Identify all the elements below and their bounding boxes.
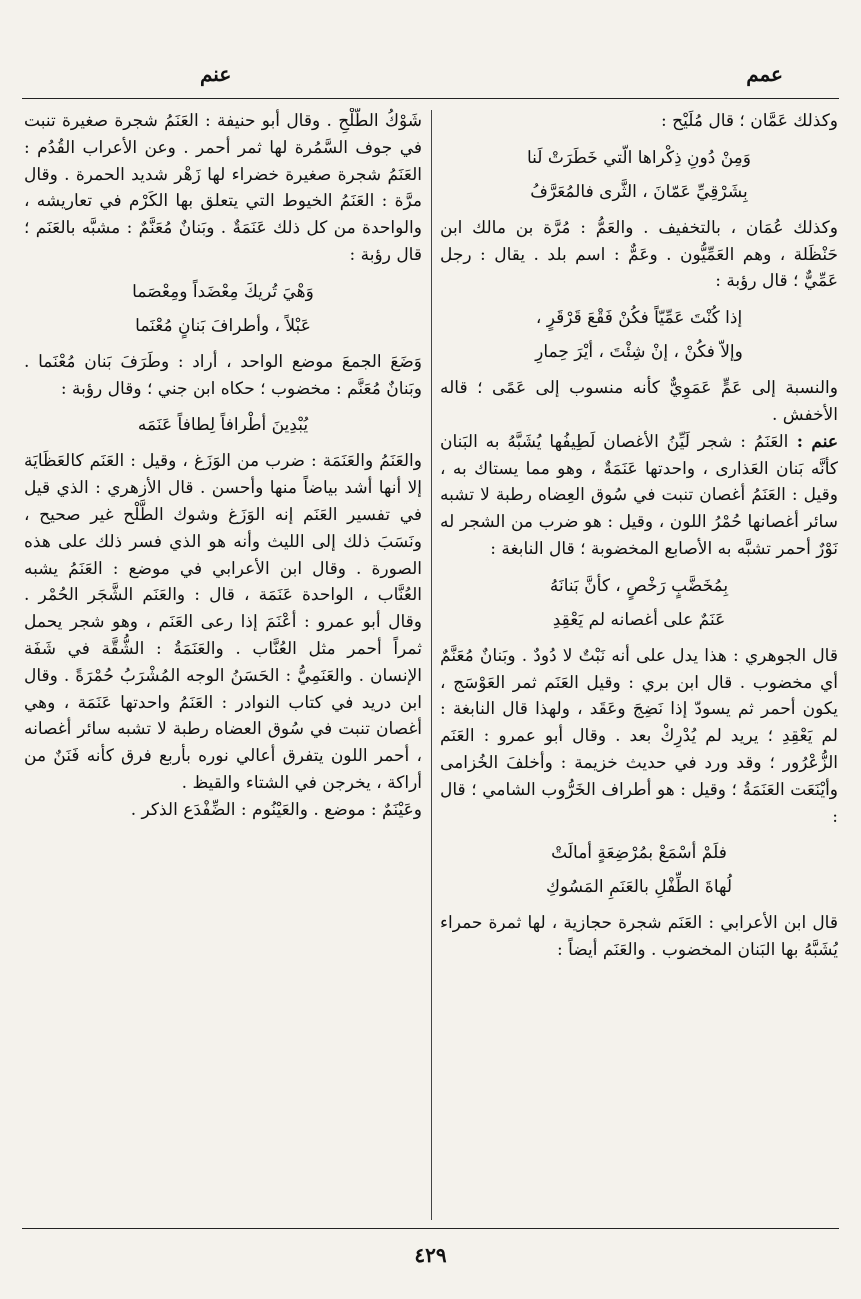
header-rule	[22, 98, 839, 99]
verse-line: عَبْلاً ، وأطرافَ بَنانٍ مُعْنَما	[135, 315, 311, 336]
paragraph-text: قال ابن الأعرابي : العَنَم شجرة حجازية ، لها ثمرة حمراء يُشَبَّهُ بها البَنان المخضوب . والعَنَم أيضاً :	[440, 913, 838, 961]
footer-rule	[22, 1228, 839, 1229]
verse-line: وإلاّ فكُنْ ، إنْ شِئْتَ ، أيْرَ حِمارِ	[535, 342, 743, 363]
left-column	[24, 108, 422, 1220]
running-header-left: عنم	[200, 62, 232, 86]
right-column	[440, 108, 838, 1220]
paragraph-text: والعَنَمُ والعَنَمَة : ضرب من الوَزَغ ، وقيل : العَنَم كالعَظَايَة إلا أنها أشد بياضاً منها وأحسن . قال الأزهري : الذي قيل في تفسير العَنَم إنه الوَزَغ وشوك الطَّلْح غير صحيح ، ونَسَبَ ذلك إلى الليث وأنه هو الذي فسر ذلك على هذه الصورة . وقال ابن الأعرابي في موضع : العَنَمُ يشبه العُنَّاب ، الواحدة عَنَمَة ، قال : والعَنَم الشَّجَر الحُمْر . وقال أبو عمرو : أعْنَمَ إذا رعى العَنَم ، وهو شجر يحمل ثمراً أحمر مثل العُنَّاب . والعَنَمَةُ : الشُّقَّة في شَفَة الإنسان . والعَنَمِيُّ : الحَسَنُ الوجه المُشْرَبُ حُمْرَةً . وقال ابن دريد في كتاب النوادر : العَنَمُ واحدتها عَنَمَة ، وهي أغصان تنبت في سُوق العضاه رطبة لا تشبه سائر أغصانه ، أحمر اللون يتفرق أعالي نوره بأربع فرق كأنه فَنَنٌ من أراكة ، يخرجن في الشتاء والقيظ .	[24, 451, 422, 793]
verse-line: إذا كُنْتَ عَمِّيّاً فكُنْ فَقْعَ قَرْقَرٍ ،	[535, 308, 743, 329]
text-paragraph	[440, 910, 838, 964]
text-paragraph	[440, 375, 838, 429]
text-paragraph	[440, 429, 838, 563]
paragraph-text: وكذلك عُمَان ، بالتخفيف . والعَمُّ : مُرَّة بن مالك ابن حَنْظَلة ، وهم العَمِّيُّون . وعَمٌّ : اسم بلد . يقال : رجل عَمِّيٌّ ؛ قال رؤبة :	[440, 217, 838, 292]
paragraph-text: وعَيْنَمٌ : موضع . والعَيْنُوم : الضِّفْدَع الذكر .	[130, 799, 422, 820]
verse-line: بِمُخَضَّبٍ رَخْصٍ ، كأنَّ بَنانَهُ	[549, 575, 729, 596]
page-number: ٤٢٩	[414, 1243, 447, 1267]
verse-line: وَمِنْ دُونِ ذِكْراها الّتي خَطَرَتْ لَنا	[527, 147, 751, 168]
verse-block	[440, 301, 838, 369]
text-paragraph	[440, 643, 838, 831]
verse-line: يُبْدِينَ أطْرافاً لِطافاً عَنَمَه	[137, 415, 309, 436]
verse-line: بِشَرْقِيِّ عَمّانَ ، الثَّرى فالمُعَرَّفُ	[530, 181, 748, 202]
paragraph-text: شَوْكُ الطَّلْحِ . وقال أبو حنيفة : العَنَمُ شجرة صغيرة تنبت في جوف السَّمُرة لها ثمر أحمر . وعن الأعراب القُدُم : العَنَمُ شجرة صغيرة خضراء لها زَهْر شديد الحمرة . وقال مرَّة : العَنَمُ الخيوط التي يتعلق بها الكَرْم في تعاريشه ، والواحدة من كل ذلك عَنَمَةٌ . وبَنانٌ مُعَنَّمٌ : مشبَّه بالعَنَم ؛ قال رؤبة :	[24, 111, 422, 265]
verse-block	[24, 408, 422, 442]
verse-block	[440, 141, 838, 209]
verse-line: وَهْيَ تُريكَ مِعْضَداً ومِعْصَما	[132, 281, 314, 302]
text-paragraph	[24, 448, 422, 796]
paragraph-text: وَضَعَ الجمعَ موضع الواحد ، أراد : وطَرَفَ بَنان مُعْنَما . وبَنانٌ مُعَنَّم : مخضوب ؛ حكاه ابن جني ؛ وقال رؤبة :	[24, 351, 422, 399]
column-divider	[431, 110, 432, 1220]
verse-block	[24, 275, 422, 343]
verse-line: فلَمْ أسْمَعْ بمُرْضِعَةٍ أمالَتْ	[551, 843, 727, 864]
entry-headword: عنم :	[788, 431, 838, 452]
text-paragraph	[440, 215, 838, 295]
paragraph-text: العَنَمُ : شجر لَيِّنُ الأغصان لَطِيفُها يُشَبَّهُ به البَنان كأنَّه بَنان العَذارى ، واحدتها عَنَمَةٌ ، وهو مما يستاك به ، وقيل : العَنَمُ أغصان تنبت في سُوق العِضاه رطبة لا تشبه سائر أغصانها حُمْرُ اللون ، وقيل : هو ضرب من الشجر له نَوْرٌ أحمر تشبَّه به الأصابع المخضوبة ؛ قال النابغة :	[440, 431, 838, 559]
text-paragraph	[24, 108, 422, 269]
paragraph-text: قال الجوهري : هذا يدل على أنه نَبْتٌ لا دُودٌ . وبَنانٌ مُعَنَّمٌ أي مخضوب . قال ابن بري : وقيل العَنَم ثمر العَوْسَج ، يكون أحمر ثم يسودّ إذا نَضِجَ وعَقَد ، ولهذا قال النابغة : لم يَعْقِدِ ؛ يريد لم يُدْرِكْ بعد . وقال أبو عمرو : العَنَم الزُّعْرُور ؛ وقد ورد في حديث خزيمة : وأخلفَ الخُزامى وأيْنَعَت العَنَمَةُ ؛ وقيل : هو أطراف الخَرُّوب الشامي ؛ قال :	[440, 645, 838, 827]
text-paragraph	[440, 108, 838, 135]
text-paragraph	[24, 797, 422, 824]
verse-line: لُهاةَ الطِّفْلِ بالعَنَمِ المَسُوكِ	[545, 877, 733, 898]
paragraph-text: وكذلك عَمَّان ؛ قال مُلَيْح :	[660, 111, 838, 131]
text-paragraph	[24, 349, 422, 403]
paragraph-text: والنسبة إلى عَمٍّ عَمَوِيٌّ كأنه منسوب إلى عَمًى ؛ قاله الأخفش .	[440, 378, 838, 425]
verse-block	[440, 569, 838, 637]
verse-block	[440, 836, 838, 904]
verse-line: عَنَمٌ على أغصانه لم يَعْقِدِ	[552, 609, 726, 630]
running-header-right: عمم	[746, 62, 783, 86]
